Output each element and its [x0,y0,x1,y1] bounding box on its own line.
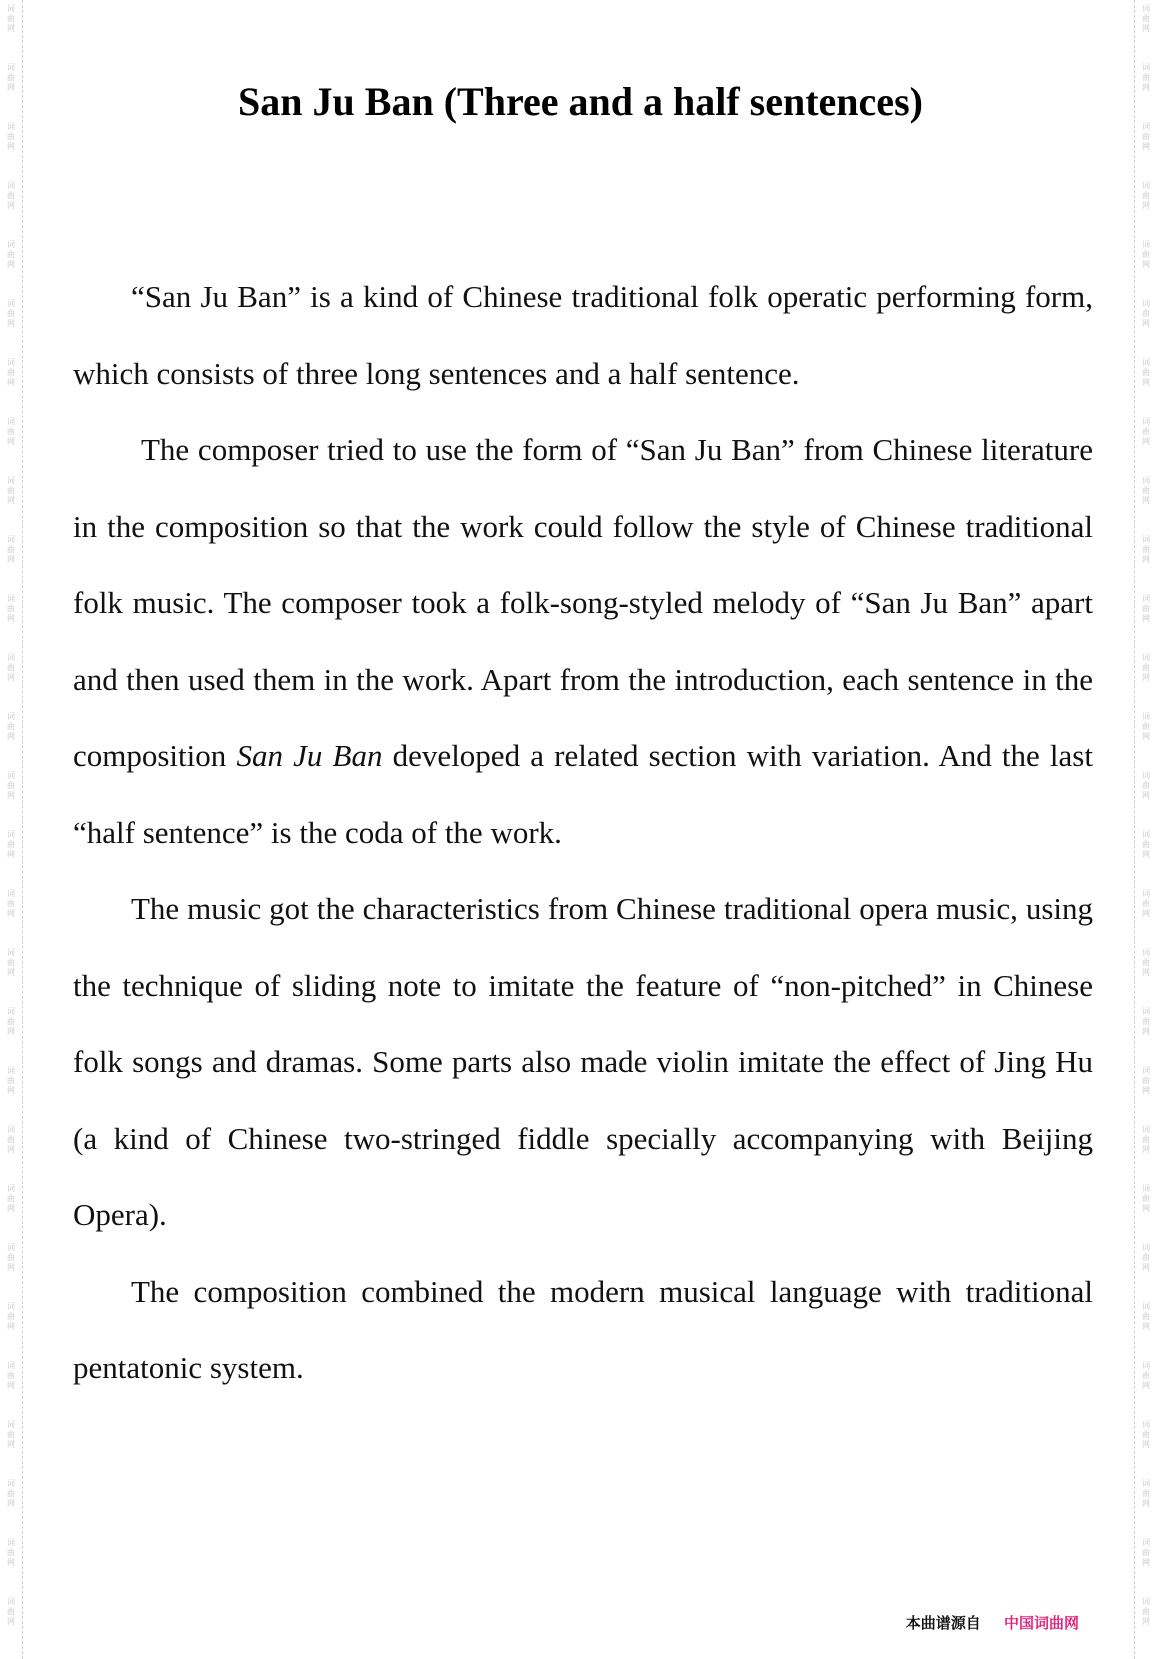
watermark-char: 词 [7,358,15,367]
page-title: San Ju Ban (Three and a half sentences) [238,79,923,124]
watermark-mark [1142,1357,1150,1416]
watermark-char: 词 [1142,4,1150,13]
watermark-mark [7,649,15,708]
watermark-char: 曲 [1142,1371,1150,1380]
watermark-mark [7,826,15,885]
footer [906,1612,1079,1633]
watermark-char: 曲 [7,368,15,377]
watermark-char: 词 [7,1184,15,1193]
paragraph [73,1254,1093,1407]
watermark-char: 词 [1142,712,1150,721]
watermark-char: 词 [7,299,15,308]
watermark-char: 词 [1142,889,1150,898]
watermark-mark [7,354,15,413]
paragraph-text: The composition combined the modern musical language with traditional pentatonic system. [73,1273,1093,1385]
watermark-char: 曲 [1142,1194,1150,1203]
right-margin-dashed-line [1134,0,1135,1659]
watermark-char: 网 [1142,201,1150,210]
watermark-mark [1142,649,1150,708]
watermark-mark [7,0,15,59]
watermark-mark [1142,118,1150,177]
watermark-char: 网 [1142,83,1150,92]
paragraph-text: The composer tried to use the form of “San Ju Ban” from Chinese literature in the composition so that the work could follow the style of Chinese traditional folk music. The composer took a folk-song-styled melody of “San Ju Ban” apart and then used them in the work. Apart from the introduction, each sentence in the composition [73,432,1093,773]
watermark-mark [7,590,15,649]
left-watermark-strip [2,0,20,1659]
watermark-char: 曲 [7,604,15,613]
watermark-char: 网 [1142,850,1150,859]
watermark-char: 曲 [1142,1017,1150,1026]
watermark-char: 词 [7,417,15,426]
watermark-mark [7,1062,15,1121]
watermark-char: 词 [7,476,15,485]
watermark-char: 网 [7,1145,15,1154]
watermark-char: 曲 [7,1548,15,1557]
watermark-char: 词 [7,1479,15,1488]
watermark-mark [1142,236,1150,295]
watermark-char: 词 [1142,1243,1150,1252]
watermark-char: 曲 [1142,722,1150,731]
watermark-char: 曲 [7,958,15,967]
watermark-mark [1142,1062,1150,1121]
watermark-mark [1142,177,1150,236]
watermark-char: 词 [7,535,15,544]
watermark-char: 网 [1142,437,1150,446]
watermark-mark [7,1121,15,1180]
watermark-char: 词 [1142,1007,1150,1016]
watermark-char: 网 [1142,968,1150,977]
watermark-char: 曲 [7,1135,15,1144]
watermark-char: 曲 [7,191,15,200]
watermark-char: 词 [1142,594,1150,603]
watermark-char: 曲 [1142,840,1150,849]
watermark-char: 词 [7,653,15,662]
watermark-char: 曲 [7,899,15,908]
paragraph-text: developed a related section with variation. And the last “half sentence” is the coda of the work. [73,738,1093,850]
watermark-mark [1142,1534,1150,1593]
watermark-char: 词 [7,240,15,249]
watermark-char: 词 [7,63,15,72]
watermark-char: 网 [7,24,15,33]
watermark-char: 网 [1142,673,1150,682]
watermark-char: 网 [7,260,15,269]
paragraph [73,871,1093,1254]
watermark-mark [7,177,15,236]
watermark-char: 网 [7,1617,15,1626]
watermark-char: 词 [7,122,15,131]
right-watermark-strip [1137,0,1155,1659]
watermark-char: 网 [1142,1440,1150,1449]
watermark-char: 词 [1142,830,1150,839]
watermark-char: 曲 [1142,1548,1150,1557]
watermark-mark [7,1475,15,1534]
watermark-char: 曲 [7,840,15,849]
watermark-char: 网 [7,1499,15,1508]
watermark-char: 曲 [1142,604,1150,613]
watermark-mark [1142,0,1150,59]
watermark-char: 曲 [1142,958,1150,967]
watermark-char: 词 [1142,240,1150,249]
watermark-char: 曲 [7,1017,15,1026]
watermark-char: 曲 [1142,781,1150,790]
watermark-char: 曲 [1142,1607,1150,1616]
watermark-char: 词 [1142,1125,1150,1134]
watermark-char: 网 [1142,1027,1150,1036]
document-body [73,259,1093,1407]
watermark-char: 词 [7,1007,15,1016]
watermark-mark [1142,1121,1150,1180]
watermark-mark [1142,531,1150,590]
watermark-char: 网 [7,1204,15,1213]
watermark-char: 词 [1142,1184,1150,1193]
watermark-char: 曲 [7,1607,15,1616]
watermark-char: 网 [1142,732,1150,741]
watermark-mark [1142,1003,1150,1062]
watermark-char: 曲 [1142,191,1150,200]
watermark-char: 词 [1142,653,1150,662]
watermark-char: 词 [1142,1420,1150,1429]
watermark-char: 网 [7,791,15,800]
watermark-char: 词 [1142,63,1150,72]
watermark-mark [1142,1593,1150,1652]
watermark-mark [1142,708,1150,767]
italic-title-text: San Ju Ban [236,738,383,773]
paragraph-text: “San Ju Ban” is a kind of Chinese traditional folk operatic performing form, which consists of three long sentences and a half sentence. [73,279,1093,391]
watermark-char: 词 [7,1538,15,1547]
watermark-char: 曲 [1142,14,1150,23]
watermark-mark [1142,472,1150,531]
watermark-char: 曲 [7,1194,15,1203]
watermark-char: 曲 [1142,1076,1150,1085]
watermark-char: 网 [1142,319,1150,328]
watermark-char: 曲 [7,73,15,82]
watermark-char: 词 [1142,1538,1150,1547]
watermark-char: 网 [1142,1145,1150,1154]
watermark-char: 词 [1142,1597,1150,1606]
watermark-char: 词 [7,948,15,957]
watermark-char: 网 [7,909,15,918]
watermark-char: 网 [7,201,15,210]
watermark-char: 词 [7,1066,15,1075]
watermark-char: 网 [1142,1558,1150,1567]
watermark-char: 网 [7,732,15,741]
watermark-mark [7,944,15,1003]
watermark-char: 曲 [1142,250,1150,259]
watermark-mark [1142,944,1150,1003]
watermark-char: 曲 [1142,73,1150,82]
watermark-mark [7,531,15,590]
watermark-char: 词 [1142,299,1150,308]
watermark-mark [7,1534,15,1593]
watermark-mark [7,1357,15,1416]
watermark-mark [1142,590,1150,649]
watermark-char: 曲 [1142,663,1150,672]
watermark-mark [7,1239,15,1298]
watermark-char: 网 [1142,1381,1150,1390]
watermark-char: 曲 [1142,132,1150,141]
watermark-char: 词 [1142,771,1150,780]
watermark-char: 网 [7,496,15,505]
watermark-char: 网 [7,142,15,151]
watermark-mark [7,1593,15,1652]
watermark-char: 曲 [7,545,15,554]
watermark-mark [7,1003,15,1062]
watermark-mark [1142,354,1150,413]
paragraph [73,259,1093,412]
watermark-char: 网 [7,673,15,682]
watermark-char: 网 [1142,24,1150,33]
watermark-mark [7,1180,15,1239]
watermark-mark [1142,1298,1150,1357]
watermark-char: 词 [7,1420,15,1429]
watermark-char: 网 [1142,496,1150,505]
watermark-char: 曲 [1142,486,1150,495]
watermark-mark [1142,1475,1150,1534]
watermark-char: 网 [1142,1322,1150,1331]
watermark-char: 网 [1142,142,1150,151]
watermark-char: 网 [7,1440,15,1449]
footer-site-link[interactable]: 中国词曲网 [1003,1614,1079,1632]
watermark-char: 词 [1142,1066,1150,1075]
watermark-char: 网 [7,614,15,623]
watermark-char: 词 [7,771,15,780]
watermark-char: 词 [1142,181,1150,190]
watermark-char: 网 [7,83,15,92]
watermark-mark [1142,1416,1150,1475]
watermark-mark [1142,295,1150,354]
watermark-char: 网 [1142,1499,1150,1508]
watermark-char: 网 [1142,909,1150,918]
watermark-char: 曲 [1142,1489,1150,1498]
watermark-mark [7,413,15,472]
watermark-char: 曲 [1142,368,1150,377]
watermark-mark [7,472,15,531]
watermark-char: 网 [7,1322,15,1331]
watermark-char: 网 [7,1381,15,1390]
watermark-char: 词 [7,889,15,898]
watermark-char: 曲 [1142,1253,1150,1262]
watermark-char: 曲 [7,1312,15,1321]
watermark-mark [1142,767,1150,826]
watermark-char: 词 [1142,1302,1150,1311]
watermark-char: 曲 [7,1076,15,1085]
watermark-char: 网 [1142,260,1150,269]
watermark-char: 曲 [7,1371,15,1380]
watermark-char: 网 [1142,1204,1150,1213]
watermark-char: 词 [7,712,15,721]
watermark-mark [7,295,15,354]
watermark-char: 网 [7,1558,15,1567]
watermark-char: 词 [7,1597,15,1606]
watermark-char: 网 [1142,791,1150,800]
watermark-mark [7,767,15,826]
watermark-mark [1142,885,1150,944]
watermark-mark [7,708,15,767]
watermark-mark [7,236,15,295]
watermark-char: 词 [7,1125,15,1134]
watermark-char: 词 [1142,358,1150,367]
watermark-char: 曲 [7,132,15,141]
watermark-char: 曲 [7,427,15,436]
watermark-char: 曲 [1142,899,1150,908]
watermark-char: 曲 [7,722,15,731]
watermark-char: 词 [7,594,15,603]
watermark-mark [1142,1180,1150,1239]
watermark-char: 曲 [7,663,15,672]
watermark-char: 词 [7,830,15,839]
watermark-char: 曲 [7,1253,15,1262]
watermark-char: 词 [1142,1479,1150,1488]
watermark-char: 曲 [7,309,15,318]
watermark-mark [1142,826,1150,885]
watermark-char: 网 [7,1263,15,1272]
watermark-char: 曲 [1142,1312,1150,1321]
watermark-mark [7,1298,15,1357]
watermark-char: 网 [7,850,15,859]
watermark-char: 网 [1142,555,1150,564]
watermark-char: 曲 [7,250,15,259]
watermark-char: 词 [7,1243,15,1252]
watermark-char: 网 [7,1086,15,1095]
watermark-char: 词 [1142,535,1150,544]
watermark-char: 网 [7,968,15,977]
watermark-char: 网 [7,319,15,328]
watermark-char: 词 [7,4,15,13]
footer-source-label: 本曲谱源自 [905,1614,981,1632]
watermark-char: 网 [7,437,15,446]
watermark-char: 词 [1142,948,1150,957]
watermark-char: 网 [1142,378,1150,387]
watermark-char: 网 [1142,1263,1150,1272]
watermark-char: 词 [7,181,15,190]
watermark-char: 网 [1142,1617,1150,1626]
paragraph-text: The music got the characteristics from Chinese traditional opera music, using the technique of sliding note to imitate the feature of “non-pitched” in Chinese folk songs and dramas. Some parts also made violin imitate the effect of Jing Hu (a kind of Chinese two-stringed fiddle specially accompanying with Beijing Opera). [73,891,1093,1232]
watermark-char: 曲 [7,1430,15,1439]
watermark-char: 网 [7,1027,15,1036]
watermark-char: 曲 [1142,1135,1150,1144]
watermark-mark [1142,1239,1150,1298]
watermark-char: 曲 [1142,1430,1150,1439]
watermark-char: 网 [1142,614,1150,623]
watermark-char: 曲 [1142,545,1150,554]
watermark-mark [7,118,15,177]
watermark-char: 词 [7,1302,15,1311]
watermark-mark [7,1416,15,1475]
watermark-char: 网 [7,555,15,564]
watermark-mark [7,885,15,944]
watermark-char: 词 [7,1361,15,1370]
watermark-char: 词 [1142,1361,1150,1370]
watermark-mark [1142,413,1150,472]
watermark-char: 曲 [1142,427,1150,436]
watermark-char: 词 [1142,417,1150,426]
watermark-char: 词 [1142,476,1150,485]
watermark-char: 曲 [7,1489,15,1498]
watermark-char: 网 [7,378,15,387]
watermark-char: 曲 [7,781,15,790]
watermark-char: 网 [1142,1086,1150,1095]
watermark-char: 词 [1142,122,1150,131]
watermark-char: 曲 [1142,309,1150,318]
paragraph [73,412,1093,871]
watermark-char: 曲 [7,14,15,23]
left-margin-dashed-line [22,0,23,1659]
watermark-char: 曲 [7,486,15,495]
